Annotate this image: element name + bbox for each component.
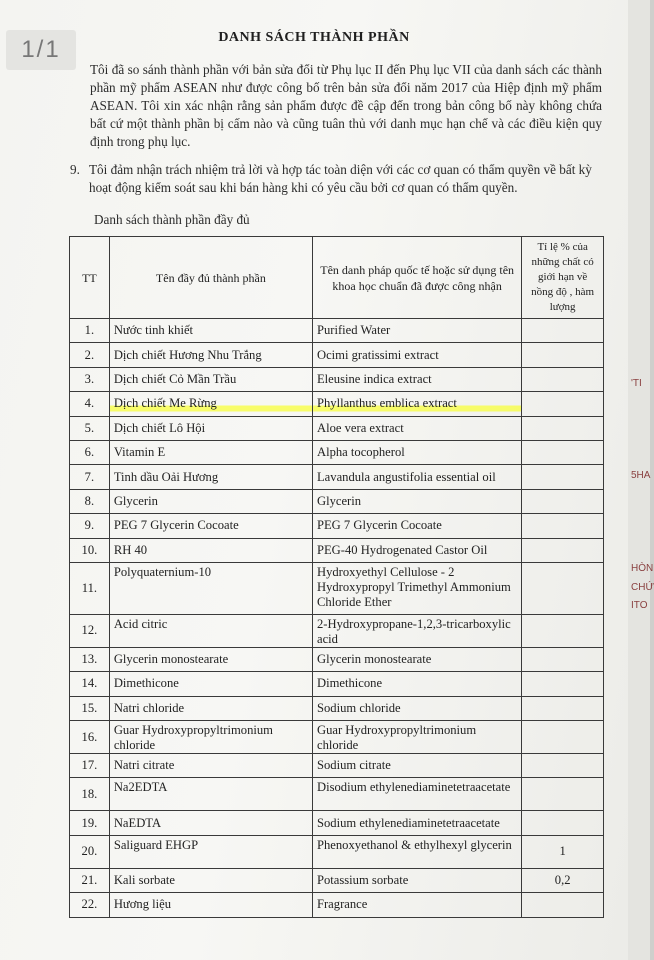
margin-mark: ITO [631, 600, 648, 611]
table-row [70, 893, 604, 917]
clause-text: Tôi đảm nhận trách nhiệm trả lời và hợp tác toàn diện với các cơ quan có thẩm quyền về bất kỳ hoạt động kiểm soát sau khi bán hàng khi có yêu cầu bởi cơ quan có thẩm quyền. [89, 162, 592, 195]
cell-ratio [522, 562, 604, 614]
cell-tt: 10. [70, 538, 110, 562]
cell-intl-name: Sodium ethylenediaminetetraacetate [312, 811, 521, 835]
table-row [70, 754, 604, 778]
adjacent-page-edge [628, 0, 654, 960]
cell-intl-name: Ocimi gratissimi extract [312, 343, 521, 367]
cell-tt: 20. [70, 835, 110, 868]
table-row [70, 868, 604, 892]
cell-ratio [522, 754, 604, 778]
cell-intl-name: Lavandula angustifolia essential oil [312, 465, 521, 489]
table-row [70, 465, 604, 489]
cell-full-name: Na2EDTA [109, 778, 312, 811]
table-header-row [70, 237, 604, 319]
cell-full-name: Guar Hydroxypropyltrimonium chloride [109, 721, 312, 754]
cell-full-name: Saliguard EHGP [109, 835, 312, 868]
cell-intl-name: Potassium sorbate [312, 868, 521, 892]
cell-intl-name: Alpha tocopherol [312, 440, 521, 464]
cell-ratio [522, 721, 604, 754]
cell-ratio [522, 672, 604, 696]
cell-intl-name: Aloe vera extract [312, 416, 521, 440]
ingredient-list-heading: Danh sách thành phần đầy đủ [94, 212, 250, 227]
cell-tt: 1. [70, 319, 110, 343]
cell-ratio [522, 319, 604, 343]
cell-tt: 6. [70, 440, 110, 464]
cell-ratio [522, 440, 604, 464]
cell-intl-name: PEG 7 Glycerin Cocoate [312, 514, 521, 538]
table-row [70, 696, 604, 720]
cell-intl-name: Fragrance [312, 893, 521, 917]
page-indicator: 1/1 [6, 30, 76, 70]
cell-full-name: Acid citric [109, 614, 312, 647]
table-row [70, 392, 604, 416]
cell-intl-name: Glycerin [312, 489, 521, 513]
table-row [70, 562, 604, 614]
cell-full-name: Natri citrate [109, 754, 312, 778]
cell-ratio [522, 416, 604, 440]
cell-tt: 19. [70, 811, 110, 835]
table-row [70, 367, 604, 391]
cell-full-name: Dimethicone [109, 672, 312, 696]
cell-intl-name: Purified Water [312, 319, 521, 343]
cell-tt: 13. [70, 647, 110, 671]
table-row [70, 343, 604, 367]
cell-intl-name: Sodium citrate [312, 754, 521, 778]
cell-intl-name: Dimethicone [312, 672, 521, 696]
cell-full-name: Dịch chiết Lô Hội [109, 416, 312, 440]
cell-tt: 8. [70, 489, 110, 513]
cell-intl-name: PEG-40 Hydrogenated Castor Oil [312, 538, 521, 562]
cell-full-name: PEG 7 Glycerin Cocoate [109, 514, 312, 538]
cell-full-name: Kali sorbate [109, 868, 312, 892]
cell-ratio [522, 696, 604, 720]
table-row [70, 514, 604, 538]
cell-ratio: 0,2 [522, 868, 604, 892]
cell-tt: 7. [70, 465, 110, 489]
table-row [70, 811, 604, 835]
table-row [70, 319, 604, 343]
table-row [70, 416, 604, 440]
clause-number: 9. [70, 162, 80, 177]
cell-ratio [522, 811, 604, 835]
cell-intl-name: Sodium chloride [312, 696, 521, 720]
table-row [70, 614, 604, 647]
header-full-name: Tên đầy đủ thành phần [109, 237, 312, 319]
cell-full-name: Glycerin monostearate [109, 647, 312, 671]
cell-ratio [522, 538, 604, 562]
table-row [70, 647, 604, 671]
cell-tt: 18. [70, 778, 110, 811]
table-row [70, 672, 604, 696]
clause-9 [70, 161, 610, 197]
header-ratio: Tỉ lệ % của những chất có giới hạn về nồng độ , hàm lượng [522, 237, 604, 319]
cell-full-name: Dịch chiết Hương Nhu Trắng [109, 343, 312, 367]
table-row [70, 489, 604, 513]
cell-tt: 15. [70, 696, 110, 720]
cell-ratio [522, 367, 604, 391]
table-row [70, 778, 604, 811]
cell-tt: 5. [70, 416, 110, 440]
cell-full-name: Dịch chiết Cỏ Mần Trầu [109, 367, 312, 391]
cell-tt: 4. [70, 392, 110, 416]
cell-tt: 22. [70, 893, 110, 917]
cell-ratio [522, 614, 604, 647]
margin-mark: 'TI [631, 378, 642, 389]
document-title: DANH SÁCH THÀNH PHẦN [218, 30, 410, 45]
cell-tt: 17. [70, 754, 110, 778]
header-tt: TT [70, 237, 110, 319]
table-row [70, 440, 604, 464]
cell-tt: 16. [70, 721, 110, 754]
cell-ratio [522, 489, 604, 513]
cell-ratio [522, 778, 604, 811]
table-row [70, 538, 604, 562]
cell-full-name: Hương liệu [109, 893, 312, 917]
cell-tt: 14. [70, 672, 110, 696]
cell-ratio [522, 343, 604, 367]
table-row [70, 835, 604, 868]
cell-intl-name: Glycerin monostearate [312, 647, 521, 671]
cell-tt: 12. [70, 614, 110, 647]
margin-mark: 5HA [631, 470, 651, 481]
ingredient-table [69, 236, 604, 918]
margin-mark: HÒN [631, 563, 654, 574]
cell-tt: 2. [70, 343, 110, 367]
cell-ratio [522, 647, 604, 671]
cell-full-name: Nước tinh khiết [109, 319, 312, 343]
cell-tt: 11. [70, 562, 110, 614]
cell-full-name: RH 40 [109, 538, 312, 562]
cell-full-name: NaEDTA [109, 811, 312, 835]
cell-intl-name: 2-Hydroxypropane-1,2,3-tricarboxylic acid [312, 614, 521, 647]
cell-tt: 21. [70, 868, 110, 892]
header-intl-name: Tên danh pháp quốc tế hoặc sử dụng tên khoa học chuẩn đã được công nhận [312, 237, 521, 319]
intro-paragraph: Tôi đã so sánh thành phần với bản sửa đổi từ Phụ lục II đến Phụ lục VII của danh sách các thành phần mỹ phẩm ASEAN như được công bố trên bản sửa đổi năm 2017 của Hiệp định mỹ phẩm ASEAN. Tôi xin xác nhận rằng sản phẩm được đề cập đến trong bản công bố này không chứa bất cứ một thành phần bị cấm nào và cũng tuân thủ với danh mục hạn chế và các điều kiện quy định trong phụ lục. [90, 62, 602, 149]
cell-full-name: Dịch chiết Me Rừng [109, 392, 312, 416]
cell-intl-name: Disodium ethylenediaminetetraacetate [312, 778, 521, 811]
cell-full-name: Glycerin [109, 489, 312, 513]
cell-intl-name: Guar Hydroxypropyltrimonium chloride [312, 721, 521, 754]
margin-mark: CHỨ [631, 582, 654, 593]
cell-ratio [522, 392, 604, 416]
cell-ratio [522, 893, 604, 917]
cell-full-name: Vitamin E [109, 440, 312, 464]
cell-full-name: Tinh dầu Oải Hương [109, 465, 312, 489]
table-row [70, 721, 604, 754]
cell-tt: 3. [70, 367, 110, 391]
cell-intl-name: Phenoxyethanol & ethylhexyl glycerin [312, 835, 521, 868]
cell-intl-name: Hydroxyethyl Cellulose - 2 Hydroxypropyl Trimethyl Ammonium Chloride Ether [312, 562, 521, 614]
cell-full-name: Polyquaternium-10 [109, 562, 312, 614]
cell-intl-name: Eleusine indica extract [312, 367, 521, 391]
cell-full-name: Natri chloride [109, 696, 312, 720]
cell-ratio [522, 465, 604, 489]
cell-tt: 9. [70, 514, 110, 538]
cell-intl-name: Phyllanthus emblica extract [312, 392, 521, 416]
cell-ratio [522, 514, 604, 538]
cell-ratio: 1 [522, 835, 604, 868]
